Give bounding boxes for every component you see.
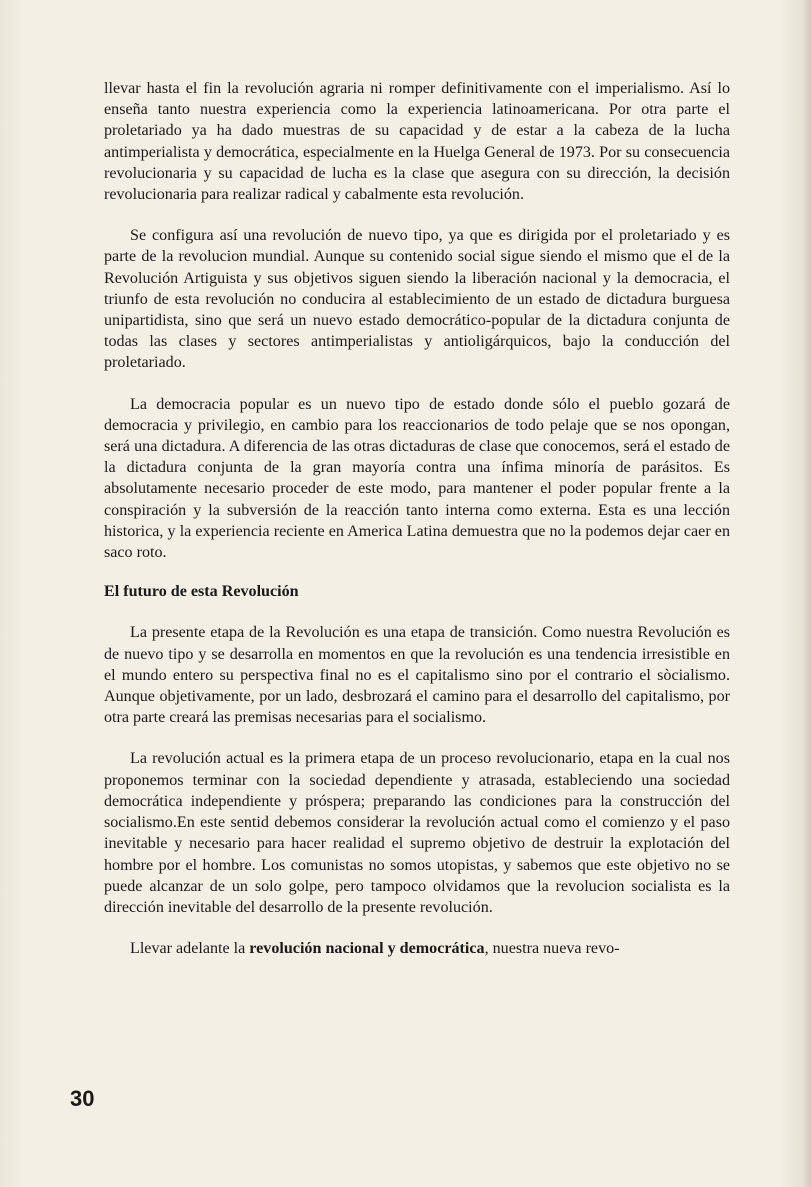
paragraph-6-end: , nuestra nueva revo-: [484, 940, 620, 958]
paragraph-6-start: Llevar adelante la: [130, 940, 250, 958]
paragraph-6: [104, 938, 730, 959]
paragraph-3: La democracia popular es un nuevo tipo de estado donde sólo el pueblo gozará de democracia y privilegio, en cambio para los reaccionarios de todo pelaje que se nos opongan, será una dictadura. A diferencia de las otras dictaduras de clase que conocemos, será el estado de la dictadura conjunta de la gran mayoría contra una ínfima minoría de parásitos. Es absolutamente necesario proceder de este modo, para mantener el poder popular frente a la conspiración y la subversión de la reacción tanto interna como externa. Esta es una lección historica, y la experiencia reciente en America Latina demuestra que no la podemos dejar caer en saco roto.: [104, 395, 730, 562]
paragraph-2: Se configura así una revolución de nuevo tipo, ya que es dirigida por el proletariado y es parte de la revolucion mundial. Aunque su contenido social sigue siendo el mismo que el de la Revolución Artiguista y sus objetivos siguen siendo la liberación nacional y la democracia, el triunfo de esta revolución no conducira al establecimiento de un estado de dictadura burguesa unipartidista, sino que será un nuevo estado democrático-popular de la dictadura conjunta de todas las clases y sectores antimperialistas y antioligárquicos, bajo la conducción del proletariado.: [104, 227, 730, 372]
section-heading: El futuro de esta Revolución: [104, 583, 299, 601]
paragraph-1: llevar hasta el fin la revolución agraria ni romper definitivamente con el imperialismo. Así lo enseña tanto nuestra experiencia como la experiencia latinoamericana. Por otra parte el proletariado ya ha dado muestras de su capacidad y de estar a la cabeza de la lucha antimperialista y democrática, especialmente en la Huelga General de 1973. Por su consecuencia revolucionaria y su capacidad de lucha es la clase que asegura con su dirección, la decisión revolucionaria para realizar radical y cabalmente esta revolución.: [104, 80, 730, 204]
page-number: 30: [70, 1086, 95, 1111]
paragraph-4: La presente etapa de la Revolución es una etapa de transición. Como nuestra Revolución es de nuevo tipo y se desarrolla en momentos en que la revolución es una tendencia irresistible en el mundo entero su perspectiva final no es el capitalismo sino por el contrario el sòcialismo. Aunque objetivamente, por un lado, desbrozará el camino para el desarrollo del capitalismo, por otra parte creará las premisas necesarias para el socialismo.: [104, 624, 730, 727]
paragraph-6-bold: revolución nacional y democrática: [249, 940, 485, 958]
body-text: [104, 78, 730, 959]
paragraph-5: La revolución actual es la primera etapa de un proceso revolucionario, etapa en la cual nos proponemos terminar con la sociedad dependiente y atrasada, estableciendo una sociedad democrática independiente y próspera; preparando las condiciones para la construcción del socialismo.En este sentid debemos considerar la revolución actual como el comienzo y el paso inevitable y necesario para hacer realidad el supremo objetivo de destruir la explotación del hombre por el hombre. Los comunistas no somos utopistas, y sabemos que este objetivo no se puede alcanzar de un solo golpe, pero tampoco olvidamos que la revolucion socialista es la dirección inevitable del desarrollo de la presente revolución.: [104, 750, 730, 916]
